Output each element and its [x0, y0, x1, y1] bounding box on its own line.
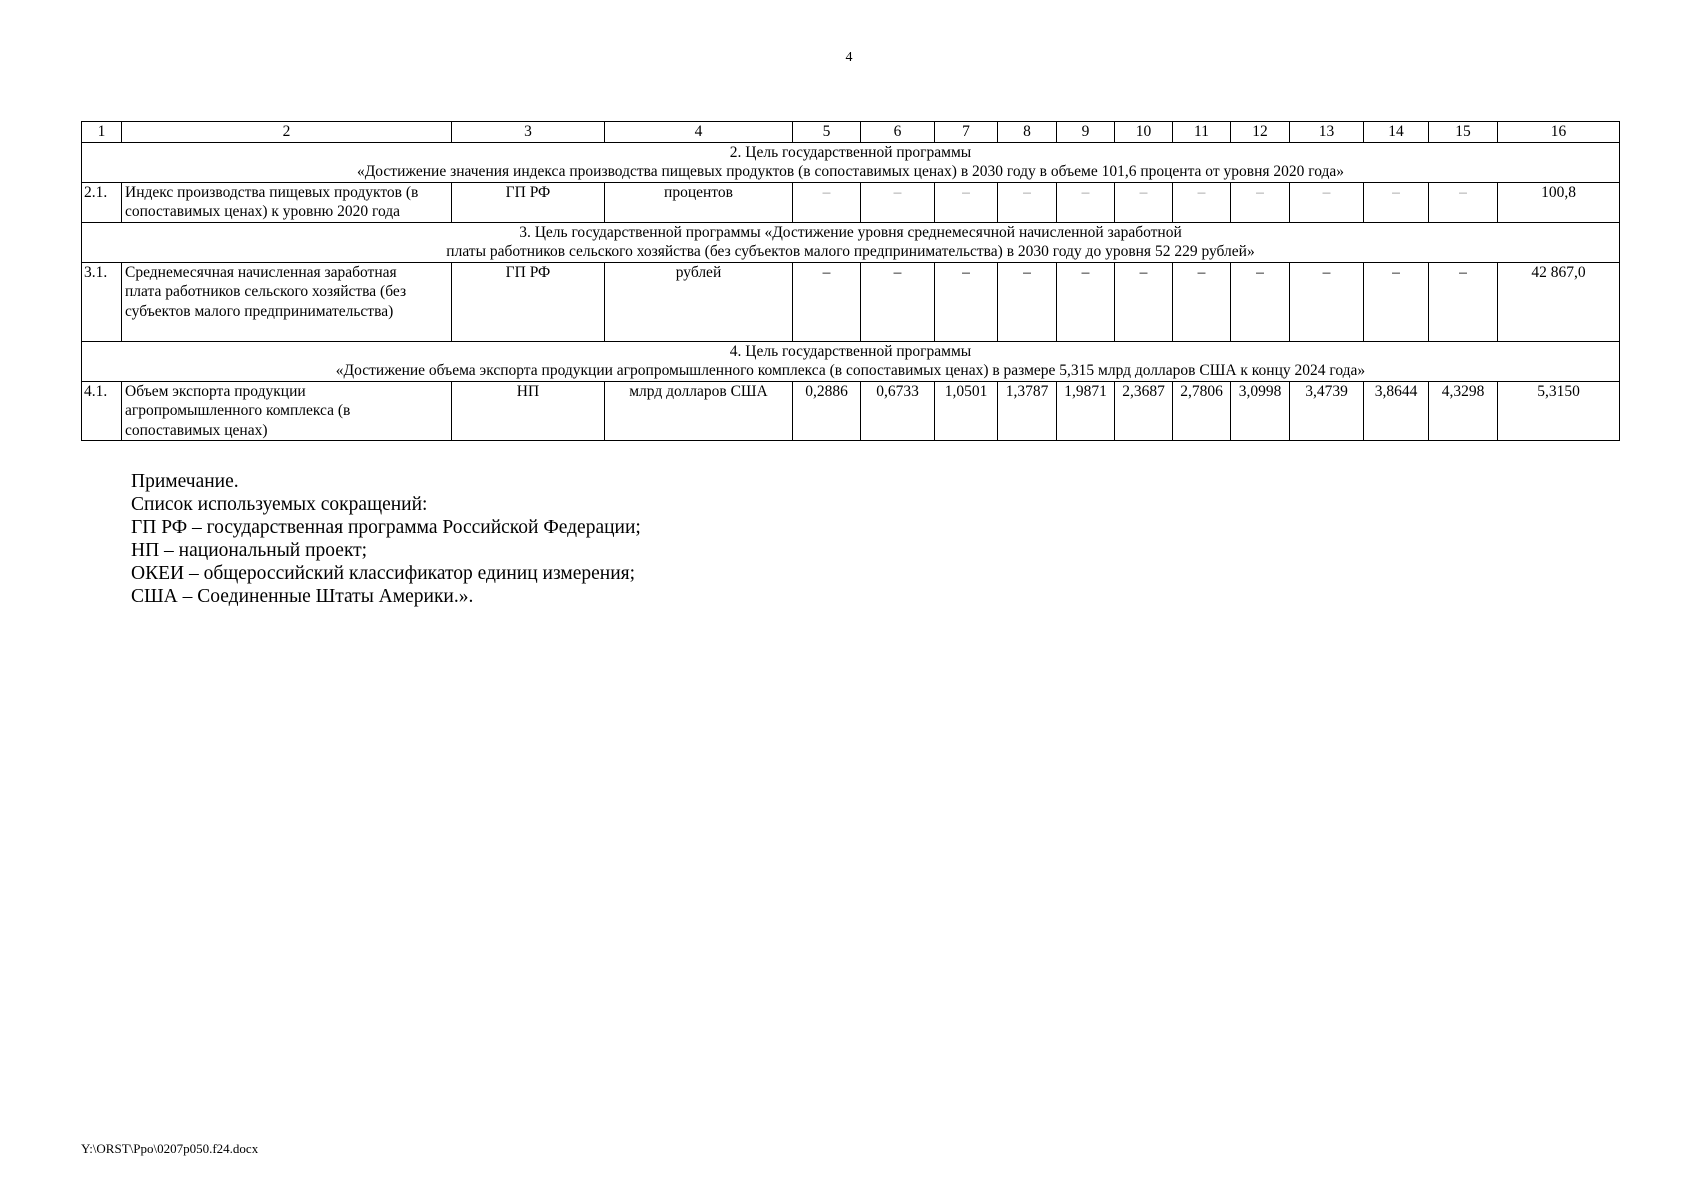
header-cell: 3 — [452, 122, 605, 143]
indicator-unit: процентов — [605, 182, 793, 222]
header-cell: 13 — [1290, 122, 1364, 143]
section-goal-line: «Достижение объема экспорта продукции агропромышленного комплекса (в сопоставимых ценах) в размере 5,315 млрд долларов США к концу 2024 года» — [335, 362, 1366, 379]
note-line: США – Соединенные Штаты Америки.». — [131, 586, 474, 607]
value-cell: – — [1057, 262, 1115, 341]
value-cell: – — [1231, 262, 1290, 341]
header-cell: 11 — [1173, 122, 1231, 143]
note-heading: Примечание. — [131, 471, 239, 492]
section-goal-row — [82, 142, 1620, 182]
value-cell: – — [861, 182, 935, 222]
section-goal-row — [82, 222, 1620, 262]
value-cell: – — [1429, 262, 1498, 341]
value-cell: 3,4739 — [1290, 381, 1364, 441]
value-cell: – — [1364, 262, 1429, 341]
value-cell: 1,9871 — [1057, 381, 1115, 441]
header-cell: 14 — [1364, 122, 1429, 143]
value-cell: – — [1290, 262, 1364, 341]
header-cell: 8 — [998, 122, 1057, 143]
value-cell: 2,7806 — [1173, 381, 1231, 441]
final-value-cell: 5,3150 — [1498, 381, 1620, 441]
footer-file-path: Y:\ORST\Ppo\0207p050.f24.docx — [81, 1141, 259, 1156]
value-cell: – — [1173, 182, 1231, 222]
header-cell: 15 — [1429, 122, 1498, 143]
value-cell: – — [998, 262, 1057, 341]
page-number: 4 — [845, 50, 853, 65]
value-cell: – — [998, 182, 1057, 222]
value-cell: – — [935, 182, 998, 222]
header-cell: 7 — [935, 122, 998, 143]
section-goal-line: 4. Цель государственной программы — [729, 342, 972, 360]
indicator-name: Индекс производства пищевых продуктов (в сопоставимых ценах) к уровню 2020 года — [122, 182, 452, 222]
value-cell: 0,6733 — [861, 381, 935, 441]
value-cell: – — [1364, 182, 1429, 222]
value-cell: – — [793, 262, 861, 341]
value-cell: 2,3687 — [1115, 381, 1173, 441]
value-cell: – — [1429, 182, 1498, 222]
value-cell: – — [1115, 182, 1173, 222]
section-goal-title — [82, 222, 1620, 262]
value-cell: – — [861, 262, 935, 341]
indicator-unit: рублей — [605, 262, 793, 341]
value-cell: – — [1173, 262, 1231, 341]
table-row — [82, 182, 1620, 222]
header-cell: 4 — [605, 122, 793, 143]
table-header-row — [82, 122, 1620, 143]
final-value-cell: 100,8 — [1498, 182, 1620, 222]
header-cell: 1 — [82, 122, 122, 143]
row-number: 4.1. — [82, 381, 122, 441]
header-cell: 10 — [1115, 122, 1173, 143]
value-cell: 3,8644 — [1364, 381, 1429, 441]
header-cell: 9 — [1057, 122, 1115, 143]
indicator-type: ГП РФ — [452, 182, 605, 222]
section-goal-title — [82, 142, 1620, 182]
value-cell: 3,0998 — [1231, 381, 1290, 441]
note-line: ГП РФ – государственная программа Российской Федерации; — [131, 517, 641, 538]
value-cell: – — [1231, 182, 1290, 222]
indicator-type: НП — [452, 381, 605, 441]
indicator-type: ГП РФ — [452, 262, 605, 341]
value-cell: – — [1290, 182, 1364, 222]
row-number: 2.1. — [82, 182, 122, 222]
table-row — [82, 381, 1620, 441]
note-line: ОКЕИ – общероссийский классификатор единиц измерения; — [131, 563, 636, 584]
row-number: 3.1. — [82, 262, 122, 341]
indicators-table — [81, 121, 1620, 441]
note-line: Список используемых сокращений: — [131, 494, 428, 515]
indicator-name: Среднемесячная начисленная заработная плата работников сельского хозяйства (без субъектов малого предпринимательства) — [122, 262, 452, 341]
value-cell: 1,0501 — [935, 381, 998, 441]
section-goal-line: 2. Цель государственной программы — [729, 143, 972, 161]
header-cell: 6 — [861, 122, 935, 143]
final-value-cell: 42 867,0 — [1498, 262, 1620, 341]
indicator-unit: млрд долларов США — [605, 381, 793, 441]
header-cell: 2 — [122, 122, 452, 143]
value-cell: – — [935, 262, 998, 341]
header-cell: 12 — [1231, 122, 1290, 143]
value-cell: – — [793, 182, 861, 222]
section-goal-line: 3. Цель государственной программы «Достижение уровня среднемесячной начисленной заработной — [519, 223, 1182, 241]
section-goal-line: платы работников сельского хозяйства (без субъектов малого предпринимательства) в 2030 году до уровня 52 229 рублей» — [446, 243, 1255, 260]
notes-block — [131, 470, 641, 608]
section-goal-title — [82, 341, 1620, 381]
note-line: НП – национальный проект; — [131, 540, 368, 561]
section-goal-row — [82, 341, 1620, 381]
value-cell: 4,3298 — [1429, 381, 1498, 441]
header-cell: 16 — [1498, 122, 1620, 143]
header-cell: 5 — [793, 122, 861, 143]
section-goal-line: «Достижение значения индекса производства пищевых продуктов (в сопоставимых ценах) в 2030 году в объеме 101,6 процента от уровня 2020 года» — [356, 163, 1345, 180]
value-cell: 0,2886 — [793, 381, 861, 441]
value-cell: – — [1115, 262, 1173, 341]
value-cell: – — [1057, 182, 1115, 222]
table-row — [82, 262, 1620, 341]
indicator-name: Объем экспорта продукции агропромышленного комплекса (в сопоставимых ценах) — [122, 381, 452, 441]
value-cell: 1,3787 — [998, 381, 1057, 441]
